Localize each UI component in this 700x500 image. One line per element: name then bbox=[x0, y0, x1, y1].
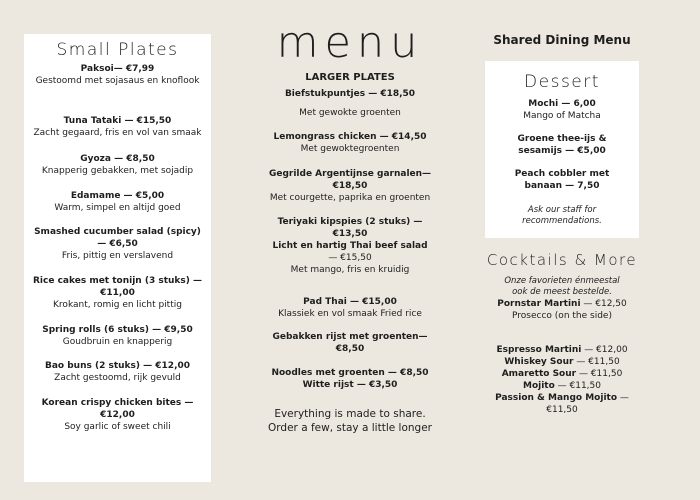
small-plates-section bbox=[24, 40, 211, 433]
item-price: — €15,50 bbox=[328, 253, 372, 263]
menu-item bbox=[268, 367, 432, 391]
cocktail-item bbox=[485, 392, 639, 416]
item-name: Mochi — 6,00 bbox=[528, 99, 596, 109]
dessert-title: Dessert bbox=[524, 72, 600, 92]
menu-item bbox=[30, 360, 205, 384]
item-name: Licht en hartig Thai beef salad — €15,50 bbox=[272, 241, 428, 263]
item-name: Amaretto Sour bbox=[501, 369, 577, 379]
item-name: Bao buns (2 stuks) — €12,00 bbox=[44, 361, 191, 371]
item-name: Noodles met groenten — €8,50 bbox=[271, 368, 429, 378]
item-name: Gyoza — €8,50 bbox=[80, 154, 155, 164]
item-desc: Mango of Matcha bbox=[523, 111, 601, 121]
closing-line-2: Order a few, stay a little longer bbox=[268, 422, 432, 434]
cocktails-title: Cocktails & More bbox=[486, 251, 638, 269]
item-name: Lemongrass chicken — €14,50 bbox=[273, 132, 427, 142]
menu-item bbox=[503, 168, 621, 192]
item-desc: Soy garlic of sweet chili bbox=[64, 422, 171, 432]
menu-item bbox=[30, 115, 205, 139]
menu-item bbox=[268, 331, 432, 355]
menu-item bbox=[30, 324, 205, 348]
cocktail-item bbox=[491, 380, 633, 392]
small-plates-title: Small Plates bbox=[56, 40, 179, 60]
item-desc: Met courgette, paprika en groenten bbox=[269, 193, 431, 203]
item-price: — €11,50 bbox=[554, 381, 601, 391]
item-name: Gebakken rijst met groenten— €8,50 bbox=[272, 332, 428, 354]
item-desc: Warm, simpel en altijd goed bbox=[54, 203, 181, 213]
menu-item bbox=[268, 131, 432, 155]
larger-plates-title: LARGER PLATES bbox=[305, 72, 395, 83]
item-name: Smashed cucumber salad (spicy) — €6,50 bbox=[34, 227, 201, 249]
menu-item bbox=[30, 63, 205, 87]
item-name: Teriyaki kipspies (2 stuks) — €13,50 bbox=[277, 217, 423, 239]
item-name: Pornstar Martini — €12,50 bbox=[497, 299, 627, 309]
shared-dining-heading: Shared Dining Menu bbox=[493, 33, 631, 47]
item-name: Espresso Martini bbox=[496, 345, 582, 355]
item-name: Whiskey Sour bbox=[504, 357, 574, 367]
cocktail-list bbox=[485, 344, 639, 416]
item-name: Spring rolls (6 stuks) — €9,50 bbox=[42, 325, 193, 335]
item-price: — €12,50 bbox=[580, 299, 627, 309]
cocktail-item bbox=[491, 368, 633, 380]
dessert-note: Ask our staff for recommendations. bbox=[522, 205, 602, 226]
item-desc: Goudbruin en knapperig bbox=[62, 337, 173, 347]
item-desc: Prosecco (on the side) bbox=[512, 311, 612, 321]
cocktails-intro: Onze favorieten énmeestal ook de meest bestelde. bbox=[504, 276, 620, 297]
menu-item bbox=[30, 397, 205, 433]
item-name: Mojito bbox=[522, 381, 555, 391]
item-name: Korean crispy chicken bites — €12,00 bbox=[41, 398, 194, 420]
menu-item bbox=[507, 133, 617, 157]
item-desc: Fris, pittig en verslavend bbox=[61, 251, 174, 261]
menu-item bbox=[30, 153, 205, 177]
item-desc: Met mango, fris en kruidig bbox=[290, 265, 410, 275]
menu-item bbox=[268, 296, 432, 320]
item-name: Pad Thai — €15,00 bbox=[303, 297, 397, 307]
menu-item bbox=[268, 240, 432, 276]
item-name: Edamame — €5,00 bbox=[70, 191, 165, 201]
item-price: — €11,50 bbox=[546, 393, 629, 415]
item-desc: Zacht gestoomd, rijk gevuld bbox=[54, 373, 181, 383]
item-price: — €11,50 bbox=[576, 369, 623, 379]
item-desc: Gestoomd met sojasaus en knoflook bbox=[35, 76, 200, 86]
menu-item bbox=[30, 226, 205, 262]
menu-heading: menu bbox=[276, 18, 424, 68]
item-desc: Krokant, romig en licht pittig bbox=[53, 300, 182, 310]
item-name: Tuna Tataki — €15,50 bbox=[63, 116, 172, 126]
item-price: — €11,50 bbox=[573, 357, 620, 367]
item-name: Passion & Mango Mojito bbox=[495, 393, 618, 403]
item-desc: Met gewokte groenten bbox=[299, 108, 401, 118]
menu-item bbox=[30, 275, 205, 311]
menu-item bbox=[30, 190, 205, 214]
cocktail-item bbox=[491, 356, 633, 368]
item-name: Paksoi— €7,99 bbox=[80, 64, 155, 74]
larger-plates-section bbox=[262, 20, 438, 435]
cocktail-item bbox=[491, 344, 633, 356]
item-desc: Knapperig gebakken, met sojadip bbox=[41, 166, 194, 176]
menu-item bbox=[268, 216, 432, 240]
item-price: — €12,00 bbox=[581, 345, 628, 355]
closing-line-1: Everything is made to share. bbox=[274, 408, 426, 420]
item-desc: Zacht gegaard, fris en vol van smaak bbox=[33, 128, 202, 138]
item-name: Groene thee-ijs & sesamijs — €5,00 bbox=[517, 134, 607, 156]
cocktail-item bbox=[491, 298, 633, 322]
item-name: Biefstukpuntjes — €18,50 bbox=[284, 89, 416, 99]
item-name: Witte rijst — €3,50 bbox=[302, 380, 398, 390]
small-plates-list bbox=[24, 63, 211, 433]
menu-item bbox=[268, 88, 432, 119]
right-section bbox=[485, 32, 639, 416]
item-desc: Klassiek en vol smaak Fried rice bbox=[278, 309, 422, 319]
item-name: Rice cakes met tonijn (3 stuks) — €11,00 bbox=[32, 276, 203, 298]
menu-item bbox=[268, 168, 432, 204]
item-name: Gegrilde Argentijnse garnalen— €18,50 bbox=[268, 169, 432, 191]
item-desc: Met gewoktegroenten bbox=[300, 144, 400, 154]
menu-item bbox=[491, 98, 633, 122]
item-name: Peach cobbler met banaan — 7,50 bbox=[514, 169, 610, 191]
